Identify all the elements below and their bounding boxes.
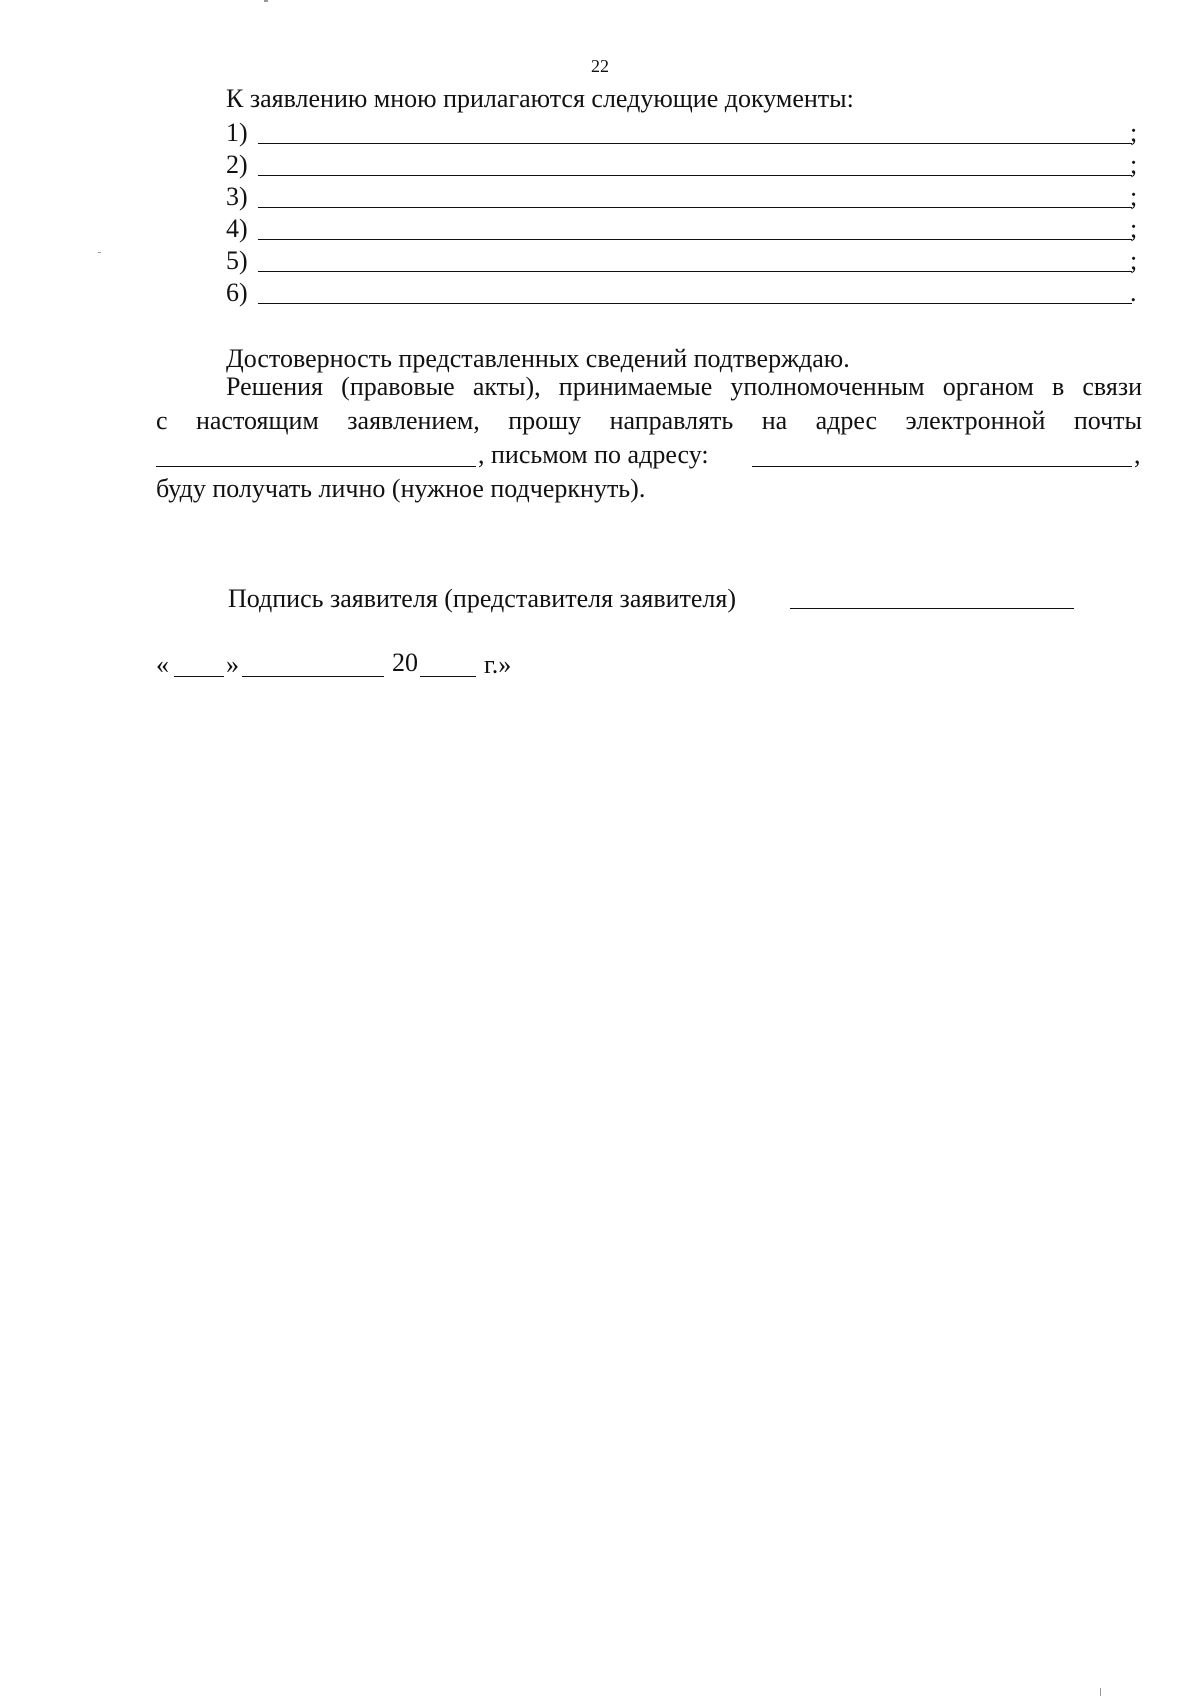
- decisions-line-2: с настоящим заявлением, прошу направлять на адрес электронной почты: [156, 406, 1142, 435]
- attachment-number: 5): [226, 246, 248, 275]
- date-suffix: г.»: [484, 650, 512, 679]
- date-close-quote: »: [226, 650, 239, 679]
- year-blank-line[interactable]: [420, 676, 476, 677]
- decisions-line-1: Решения (правовые акты), принимаемые уполномоченным органом в связи: [226, 372, 1142, 401]
- scan-artifact: [1100, 1688, 1101, 1696]
- attachment-row: [226, 150, 1146, 180]
- scan-artifact: [264, 0, 268, 2]
- by-mail-text: , письмом по адресу:: [478, 440, 709, 469]
- day-blank-line[interactable]: [174, 676, 224, 677]
- attachment-terminator: ;: [1130, 214, 1138, 243]
- attachment-terminator: .: [1130, 278, 1137, 307]
- attachment-blank-line[interactable]: [258, 207, 1132, 208]
- postal-address-blank-line[interactable]: [752, 466, 1132, 467]
- attachment-terminator: ;: [1130, 150, 1138, 179]
- year-prefix: 20: [392, 648, 418, 677]
- attachment-number: 6): [226, 278, 248, 307]
- attachment-number: 2): [226, 150, 248, 179]
- month-blank-line[interactable]: [242, 676, 384, 677]
- attachment-number: 3): [226, 182, 248, 211]
- page-number: 22: [591, 56, 609, 76]
- attachment-terminator: ;: [1130, 182, 1138, 211]
- signature-label: Подпись заявителя (представителя заявителя): [228, 584, 737, 613]
- attachment-terminator: ;: [1130, 246, 1138, 275]
- attachment-blank-line[interactable]: [258, 239, 1132, 240]
- confirmation-text: Достоверность представленных сведений подтверждаю.: [226, 344, 850, 373]
- attachment-row: [226, 214, 1146, 244]
- attachment-blank-line[interactable]: [258, 175, 1132, 176]
- line-3-comma: ,: [1134, 440, 1141, 469]
- attachment-blank-line[interactable]: [258, 143, 1132, 144]
- attachment-blank-line[interactable]: [258, 303, 1132, 304]
- attachment-terminator: ;: [1130, 118, 1138, 147]
- attachment-row: [226, 246, 1146, 276]
- attachment-row: [226, 182, 1146, 212]
- decisions-line-4: буду получать лично (нужное подчеркнуть).: [156, 474, 646, 503]
- attachment-row: [226, 278, 1146, 308]
- scan-artifact: [98, 252, 101, 253]
- attachment-number: 4): [226, 214, 248, 243]
- attachment-row: [226, 118, 1146, 148]
- date-open-quote: «: [156, 650, 169, 679]
- signature-blank-line[interactable]: [790, 608, 1074, 609]
- email-blank-line[interactable]: [156, 466, 476, 467]
- attachment-number: 1): [226, 118, 248, 147]
- attachments-intro: К заявлению мною прилагаются следующие документы:: [226, 84, 854, 113]
- attachment-blank-line[interactable]: [258, 271, 1132, 272]
